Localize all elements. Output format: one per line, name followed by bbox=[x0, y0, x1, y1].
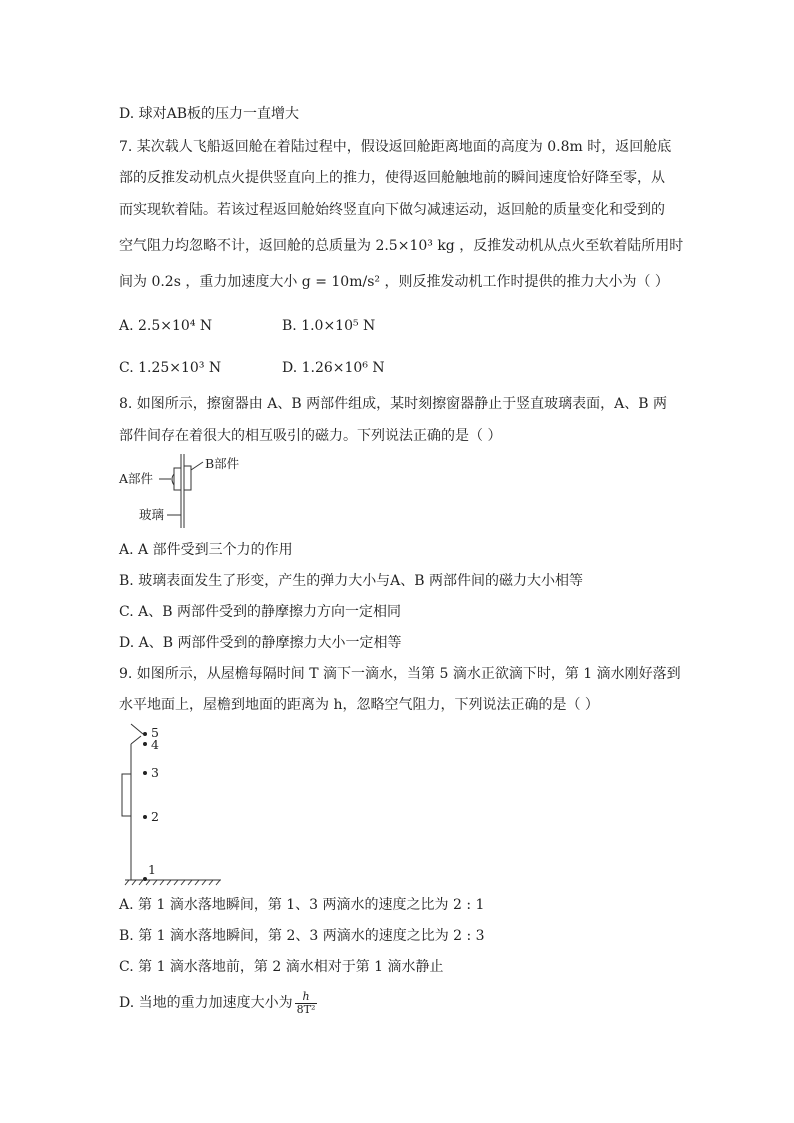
q9-option-c: C. 第 1 滴水落地前，第 2 滴水相对于第 1 滴水静止 bbox=[119, 959, 444, 975]
drop-3 bbox=[143, 771, 147, 775]
q9-option-d bbox=[119, 988, 317, 1018]
label-glass: 玻璃 bbox=[139, 507, 165, 522]
label-part-a: A部件 bbox=[119, 471, 154, 486]
q8-option-a: A. A 部件受到三个力的作用 bbox=[119, 542, 293, 558]
label-part-b: B部件 bbox=[205, 456, 240, 471]
drop-label-2: 2 bbox=[151, 809, 159, 824]
q7-option-d: D. 1.26×10⁶ N bbox=[282, 360, 385, 376]
q7-option-c: C. 1.25×10³ N bbox=[119, 360, 222, 376]
eaves-drip-figure bbox=[119, 722, 229, 887]
q7-line-1: 7. 某次载人飞船返回舱在着陆过程中，假设返回舱距离地面的高度为 0.8m 时，返回舱底 bbox=[119, 139, 672, 155]
drop-1 bbox=[143, 877, 147, 881]
window-cleaner-figure bbox=[119, 452, 259, 532]
drop-label-1: 1 bbox=[148, 862, 156, 877]
drop-2 bbox=[143, 815, 147, 819]
drop-4 bbox=[143, 742, 147, 746]
drop-label-5: 5 bbox=[151, 725, 159, 740]
q9-line-1: 9. 如图所示，从屋檐每隔时间 T 滴下一滴水，当第 5 滴水正欲滴下时，第 1 滴水刚好落到 bbox=[119, 666, 681, 682]
q6-option-d: D. 球对AB板的压力一直增大 bbox=[119, 106, 300, 122]
q9-option-b: B. 第 1 滴水落地瞬间，第 2、3 两滴水的速度之比为 2 : 3 bbox=[119, 928, 485, 944]
gravity-fraction bbox=[295, 991, 318, 1016]
eaves-drip-diagram bbox=[119, 722, 229, 887]
q8-option-b: B. 玻璃表面发生了形变，产生的弹力大小与A、B 两部件间的磁力大小相等 bbox=[119, 573, 584, 589]
drop-label-3: 3 bbox=[151, 765, 159, 780]
q8-option-c: C. A、B 两部件受到的静摩擦力方向一定相同 bbox=[119, 604, 401, 620]
drop-5 bbox=[143, 732, 147, 736]
fraction-denominator: 8T² bbox=[296, 1002, 316, 1016]
q8-line-1: 8. 如图所示，擦窗器由 A、B 两部件组成，某时刻擦窗器静止于竖直玻璃表面，A、B 两 bbox=[119, 396, 667, 412]
q7-line-5: 间为 0.2s ，重力加速度大小 g = 10m/s² ，则反推发动机工作时提供的推力大小为（ ） bbox=[119, 274, 669, 290]
q7-line-3: 而实现软着陆。若该过程返回舱始终竖直向下做匀减速运动，返回舱的质量变化和受到的 bbox=[119, 202, 665, 218]
drop-label-4: 4 bbox=[151, 737, 159, 752]
q9-option-d-prefix: D. 当地的重力加速度大小为 bbox=[119, 995, 293, 1011]
q7-line-4: 空气阻力均忽略不计，返回舱的总质量为 2.5×10³ kg ，反推发动机从点火至软着陆所用时 bbox=[119, 238, 684, 254]
q9-line-2: 水平地面上，屋檐到地面的距离为 h，忽略空气阻力，下列说法正确的是（ ） bbox=[119, 697, 599, 713]
q9-option-a: A. 第 1 滴水落地瞬间，第 1、3 两滴水的速度之比为 2 : 1 bbox=[119, 897, 485, 913]
q7-line-2: 部的反推发动机点火提供竖直向上的推力，使得返回舱触地前的瞬间速度恰好降至零，从 bbox=[119, 170, 665, 186]
q8-line-2: 部件间存在着很大的相互吸引的磁力。下列说法正确的是（ ） bbox=[119, 428, 502, 444]
q7-option-a: A. 2.5×10⁴ N bbox=[119, 318, 213, 334]
q8-option-d: D. A、B 两部件受到的静摩擦力大小一定相等 bbox=[119, 635, 402, 651]
q7-option-b: B. 1.0×10⁵ N bbox=[282, 318, 376, 334]
fraction-numerator: h bbox=[295, 991, 318, 1004]
